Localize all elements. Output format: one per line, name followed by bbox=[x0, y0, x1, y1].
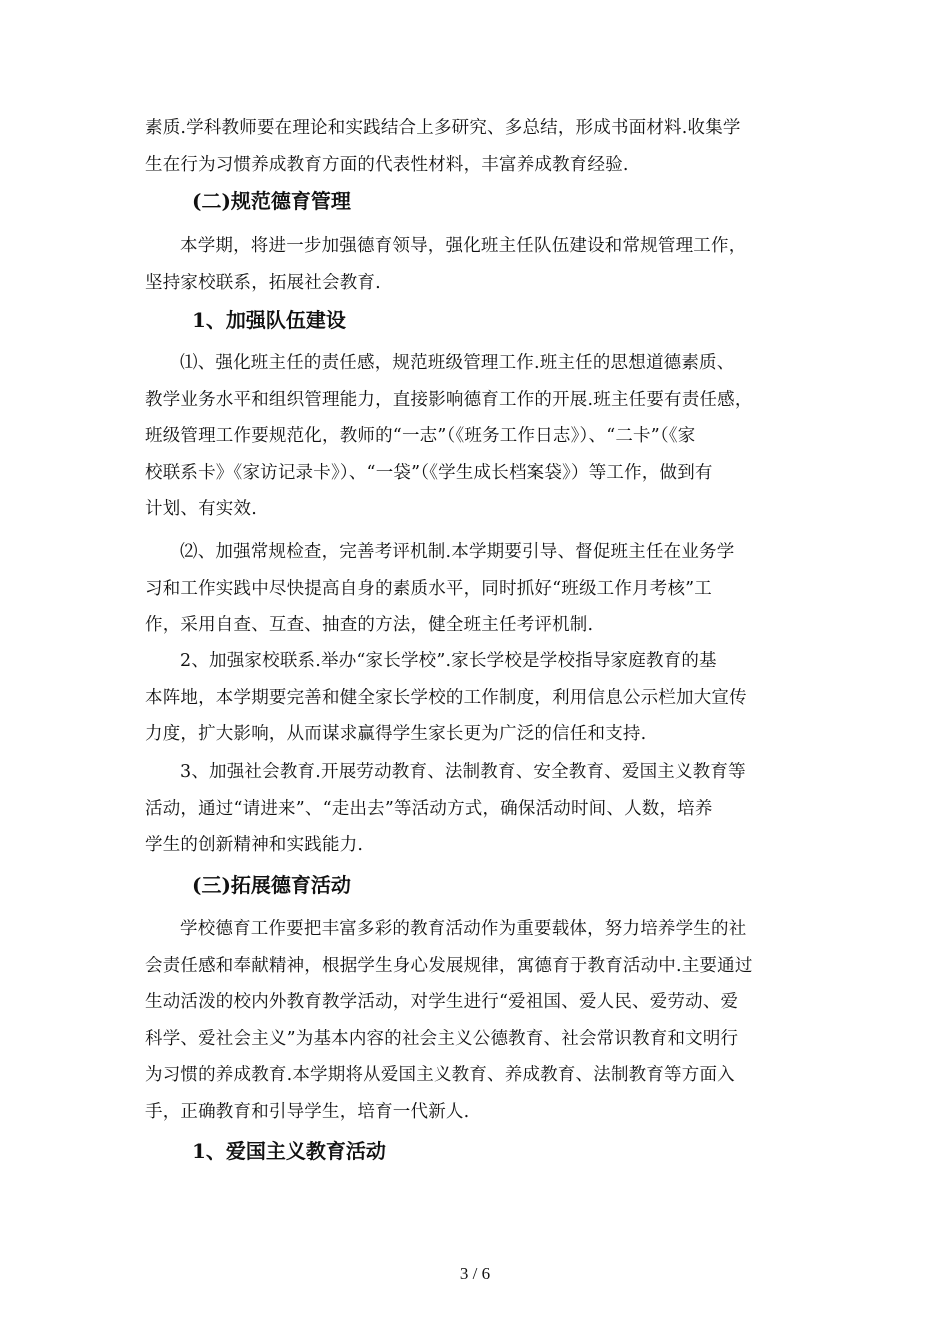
paragraph-team-2 bbox=[145, 534, 805, 644]
text-line: ⑴、强化班主任的责任感，规范班级管理工作.班主任的思想道德素质、 bbox=[180, 353, 735, 373]
paragraph-social-education bbox=[145, 754, 805, 864]
paragraph-text bbox=[145, 345, 805, 528]
paragraph-text bbox=[145, 754, 805, 864]
heading-team-building: 1、加强队伍建设 bbox=[192, 308, 346, 332]
text-line: 科学、爱社会主义”为基本内容的社会主义公德教育、社会常识教育和文明行 bbox=[145, 1028, 739, 1049]
text-line: 学生的创新精神和实践能力. bbox=[145, 835, 364, 855]
text-line: 班级管理工作要规范化，教师的“一志”（《班务工作日志》）、“二卡”（《家 bbox=[145, 426, 696, 446]
paragraph-regulate bbox=[145, 228, 805, 301]
text-line: 本阵地，本学期要完善和健全家长学校的工作制度，利用信息公示栏加大宣传 bbox=[145, 687, 747, 708]
text-line: 活动，通过“请进来”、“走出去”等活动方式，确保活动时间、人数，培养 bbox=[145, 798, 713, 819]
paragraph-text bbox=[145, 911, 805, 1130]
text-line: 素质.学科教师要在理论和实践结合上多研究、多总结，形成书面材料.收集学 bbox=[145, 118, 741, 138]
paragraph-text bbox=[145, 228, 805, 301]
text-line: 手，正确教育和引导学生，培育一代新人. bbox=[145, 1101, 470, 1122]
text-line: 3、加强社会教育.开展劳动教育、法制教育、安全教育、爱国主义教育等 bbox=[180, 762, 746, 782]
heading-regulate-moral-management: (二)规范德育管理 bbox=[192, 189, 351, 213]
text-line: 学校德育工作要把丰富多彩的教育活动作为重要载体，努力培养学生的社 bbox=[180, 919, 747, 939]
text-line: 会责任感和奉献精神，根据学生身心发展规律，寓德育于教育活动中.主要通过 bbox=[145, 955, 753, 976]
text-line: 力度，扩大影响，从而谋求赢得学生家长更为广泛的信任和支持. bbox=[145, 724, 647, 744]
heading-patriotic-education: 1、爱国主义教育活动 bbox=[192, 1139, 386, 1163]
text-line: 生动活泼的校内外教育教学活动，对学生进行“爱祖国、爱人民、爱劳动、爱 bbox=[145, 992, 739, 1012]
paragraph-intro bbox=[145, 110, 805, 183]
text-line: 校联系卡》《家访记录卡》）、“一袋”（《学生成长档案袋》）等工作，做到有 bbox=[145, 462, 713, 483]
heading-moral-activities: (三)拓展德育活动 bbox=[192, 873, 351, 897]
text-line: 教学业务水平和组织管理能力，直接影响德育工作的开展.班主任要有责任感， bbox=[145, 389, 753, 410]
text-line: 生在行为习惯养成教育方面的代表性材料，丰富养成教育经验. bbox=[145, 154, 629, 175]
paragraph-text bbox=[145, 110, 805, 183]
paragraph-team-1 bbox=[145, 345, 805, 528]
page-number: 3 / 6 bbox=[459, 1264, 491, 1283]
text-line: 为习惯的养成教育.本学期将从爱国主义教育、养成教育、法制教育等方面入 bbox=[145, 1065, 735, 1085]
text-line: 2、加强家校联系.举办“家长学校”.家长学校是学校指导家庭教育的基 bbox=[180, 651, 717, 671]
text-line: ⑵、加强常规检查，完善考评机制.本学期要引导、督促班主任在业务学 bbox=[180, 542, 735, 562]
paragraph-activities bbox=[145, 911, 805, 1130]
text-line: 习和工作实践中尽快提高自身的素质水平，同时抓好“班级工作月考核”工 bbox=[145, 578, 712, 599]
paragraph-family-school bbox=[145, 643, 805, 753]
text-line: 作，采用自查、互查、抽查的方法，健全班主任考评机制. bbox=[145, 615, 594, 635]
text-line: 本学期，将进一步加强德育领导，强化班主任队伍建设和常规管理工作， bbox=[180, 236, 747, 256]
text-line: 计划、有实效. bbox=[145, 499, 257, 519]
paragraph-text bbox=[145, 643, 805, 753]
text-line: 坚持家校联系，拓展社会教育. bbox=[145, 272, 381, 293]
paragraph-text bbox=[145, 534, 805, 644]
